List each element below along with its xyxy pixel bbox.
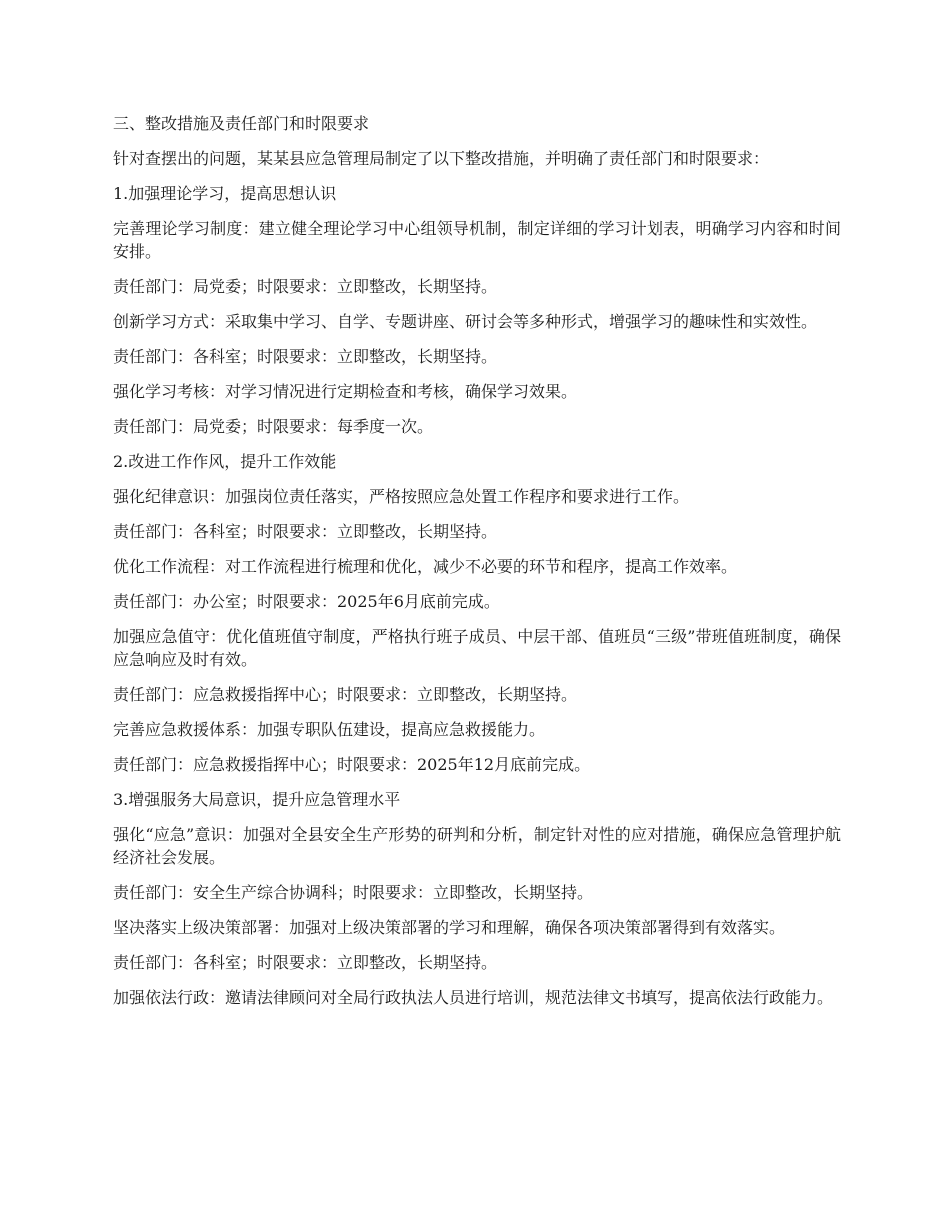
responsibility-line: 责任部门：局党委；时限要求：立即整改，长期坚持。 — [113, 277, 498, 296]
responsibility-line: 责任部门：办公室；时限要求：2025年6月底前完成。 — [113, 592, 500, 611]
measure-paragraph: 加强应急值守：优化值班值守制度，严格执行班子成员、中层干部、值班员“三级”带班值班制度，确保应急响应及时有效。 — [113, 627, 841, 669]
measure-paragraph: 坚决落实上级决策部署：加强对上级决策部署的学习和理解，确保各项决策部署得到有效落实。 — [113, 918, 786, 937]
measure-paragraph: 加强依法行政：邀请法律顾问对全局行政执法人员进行培训，规范法律文书填写，提高依法行政能力。 — [113, 988, 834, 1007]
measure-paragraph: 创新学习方式：采取集中学习、自学、专题讲座、研讨会等多种形式，增强学习的趣味性和实效性。 — [113, 312, 818, 331]
measure-paragraph: 强化纪律意识：加强岗位责任落实，严格按照应急处置工作程序和要求进行工作。 — [113, 487, 690, 506]
subheading-3: 3.增强服务大局意识，提升应急管理水平 — [113, 790, 401, 809]
section-heading: 三、整改措施及责任部门和时限要求 — [113, 114, 370, 133]
responsibility-line: 责任部门：应急救援指挥中心；时限要求：2025年12月底前完成。 — [113, 755, 591, 774]
document-page — [113, 112, 841, 1021]
subheading-2: 2.改进工作作风，提升工作效能 — [113, 452, 337, 471]
measure-paragraph: 优化工作流程：对工作流程进行梳理和优化，减少不必要的环节和程序，提高工作效率。 — [113, 557, 738, 576]
measure-paragraph: 强化“应急”意识：加强对全县安全生产形势的研判和分析，制定针对性的应对措施，确保应急管理护航经济社会发展。 — [113, 825, 841, 867]
responsibility-line: 责任部门：各科室；时限要求：立即整改，长期坚持。 — [113, 953, 498, 972]
responsibility-line: 责任部门：安全生产综合协调科；时限要求：立即整改，长期坚持。 — [113, 883, 594, 902]
intro-paragraph: 针对查摆出的问题，某某县应急管理局制定了以下整改措施，并明确了责任部门和时限要求： — [113, 149, 770, 168]
measure-paragraph: 完善理论学习制度：建立健全理论学习中心组领导机制，制定详细的学习计划表，明确学习内容和时间安排。 — [113, 219, 841, 261]
measure-paragraph: 完善应急救援体系：加强专职队伍建设，提高应急救援能力。 — [113, 720, 546, 739]
subheading-1: 1.加强理论学习，提高思想认识 — [113, 184, 337, 203]
responsibility-line: 责任部门：应急救援指挥中心；时限要求：立即整改，长期坚持。 — [113, 685, 578, 704]
responsibility-line: 责任部门：各科室；时限要求：立即整改，长期坚持。 — [113, 522, 498, 541]
measure-paragraph: 强化学习考核：对学习情况进行定期检查和考核，确保学习效果。 — [113, 382, 578, 401]
responsibility-line: 责任部门：局党委；时限要求：每季度一次。 — [113, 417, 434, 436]
responsibility-line: 责任部门：各科室；时限要求：立即整改，长期坚持。 — [113, 347, 498, 366]
